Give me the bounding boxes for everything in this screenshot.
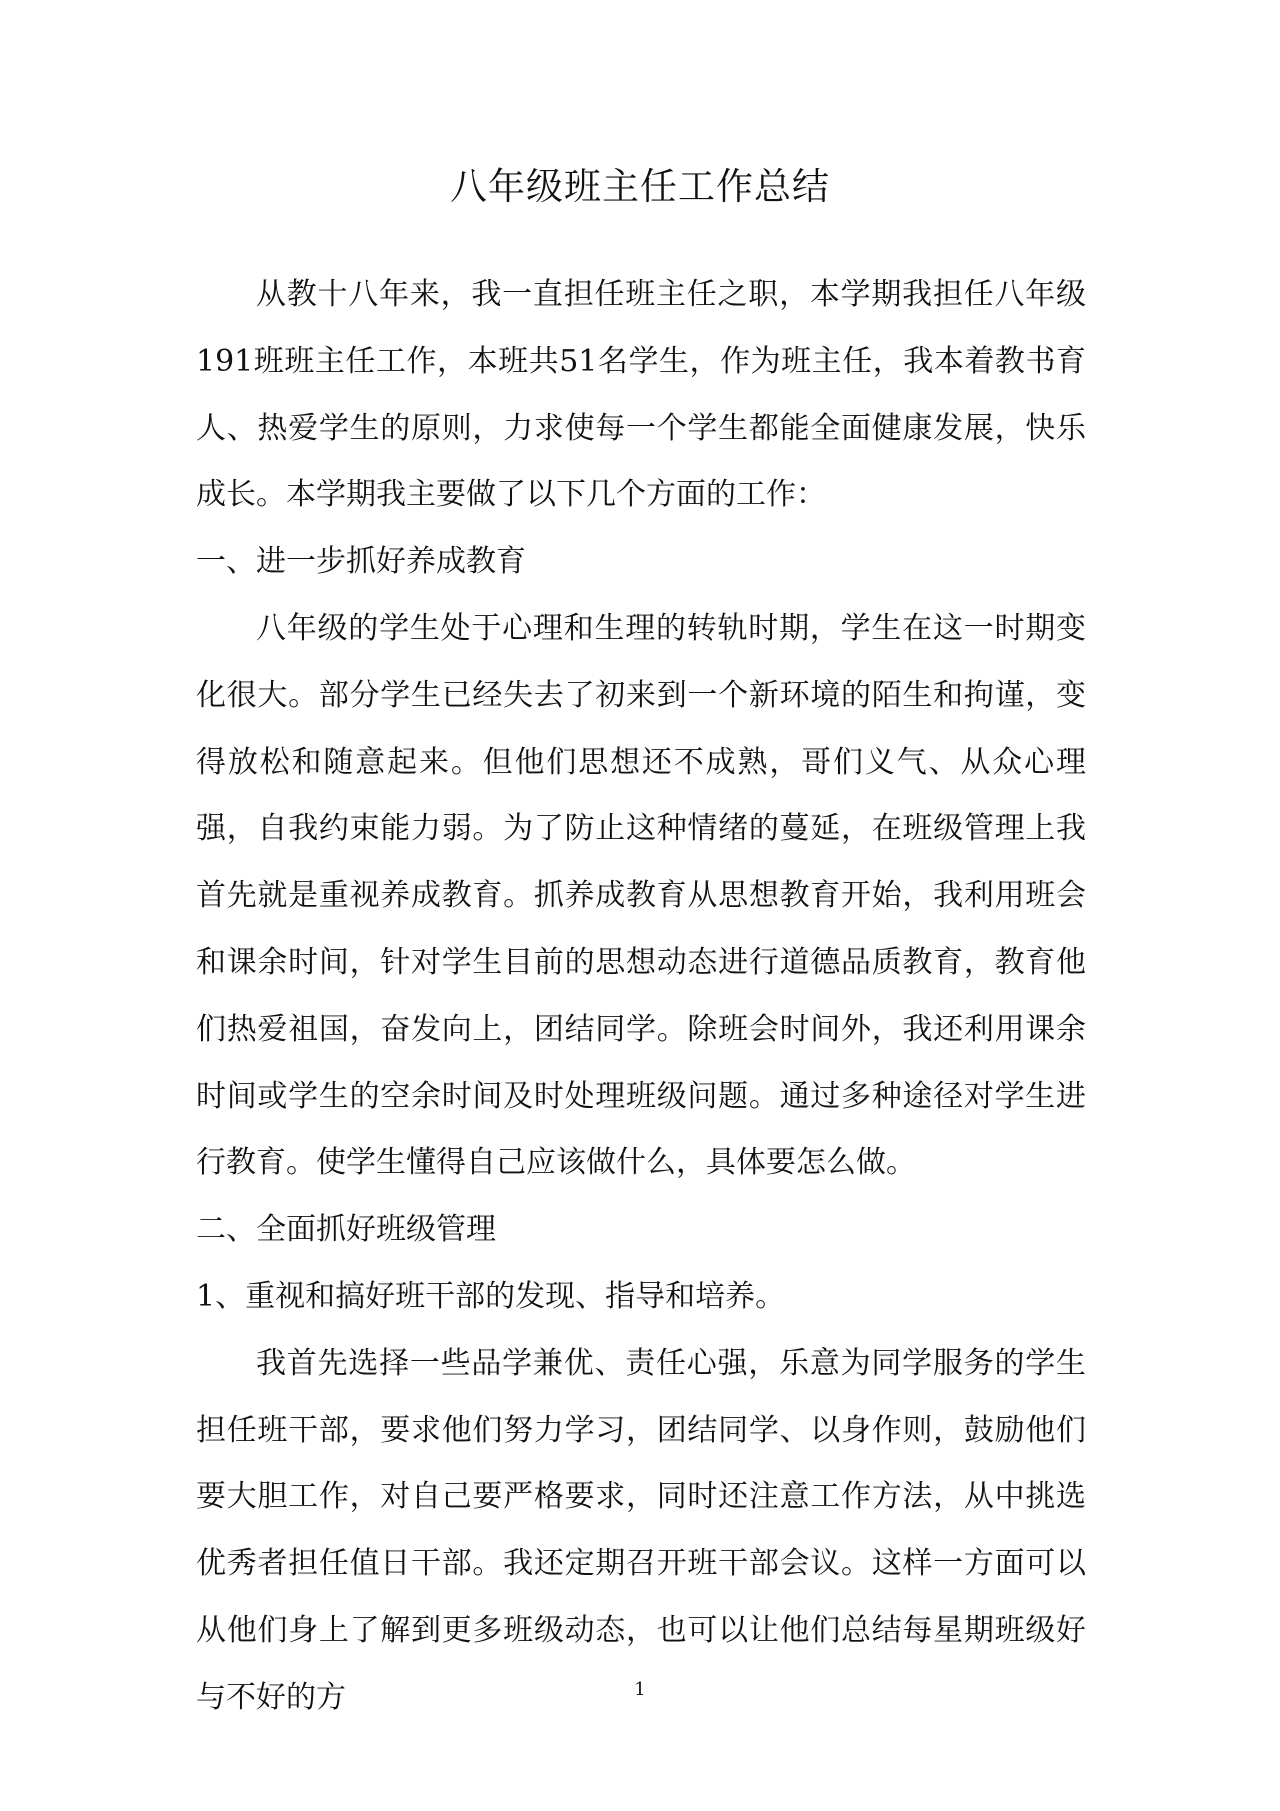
paragraph-habit-education: 八年级的学生处于心理和生理的转轨时期，学生在这一时期变化很大。部分学生已经失去了初来到一个新环境的陌生和拘谨，变得放松和随意起来。但他们思想还不成熟，哥们义气、从众心理强，自我约束能力弱。为了防止这种情绪的蔓延，在班级管理上我首先就是重视养成教育。抓养成教育从思想教育开始，我利用班会和课余时间，针对学生目前的思想动态进行道德品质教育，教育他们热爱祖国，奋发向上，团结同学。除班会时间外，我还利用课余时间或学生的空余时间及时处理班级问题。通过多种途径对学生进行教育。使学生懂得自己应该做什么，具体要怎么做。	[196, 610, 1086, 1181]
document-body	[196, 262, 1086, 1732]
page-number: 1	[634, 1679, 646, 1700]
subsection-heading-1: 1、重视和搞好班干部的发现、指导和培养。	[196, 1278, 786, 1314]
paragraph-intro: 从教十八年来，我一直担任班主任之职，本学期我担任八年级191班班主任工作，本班共51名学生，作为班主任，我本着教书育人、热爱学生的原则，力求使每一个学生都能全面健康发展，快乐成长。本学期我主要做了以下几个方面的工作：	[196, 277, 1086, 513]
section-heading-1: 一、进一步抓好养成教育	[196, 544, 526, 580]
document-title: 八年级班主任工作总结	[450, 165, 830, 208]
paragraph-class-cadres: 我首先选择一些品学兼优、责任心强，乐意为同学服务的学生担任班干部，要求他们努力学习，团结同学、以身作则，鼓励他们要大胆工作，对自己要严格要求，同时还注意工作方法，从中挑选优秀者担任值日干部。我还定期召开班干部会议。这样一方面可以从他们身上了解到更多班级动态，也可以让他们总结每星期班级好与不好的方	[196, 1345, 1086, 1715]
section-heading-2: 二、全面抓好班级管理	[196, 1212, 496, 1248]
